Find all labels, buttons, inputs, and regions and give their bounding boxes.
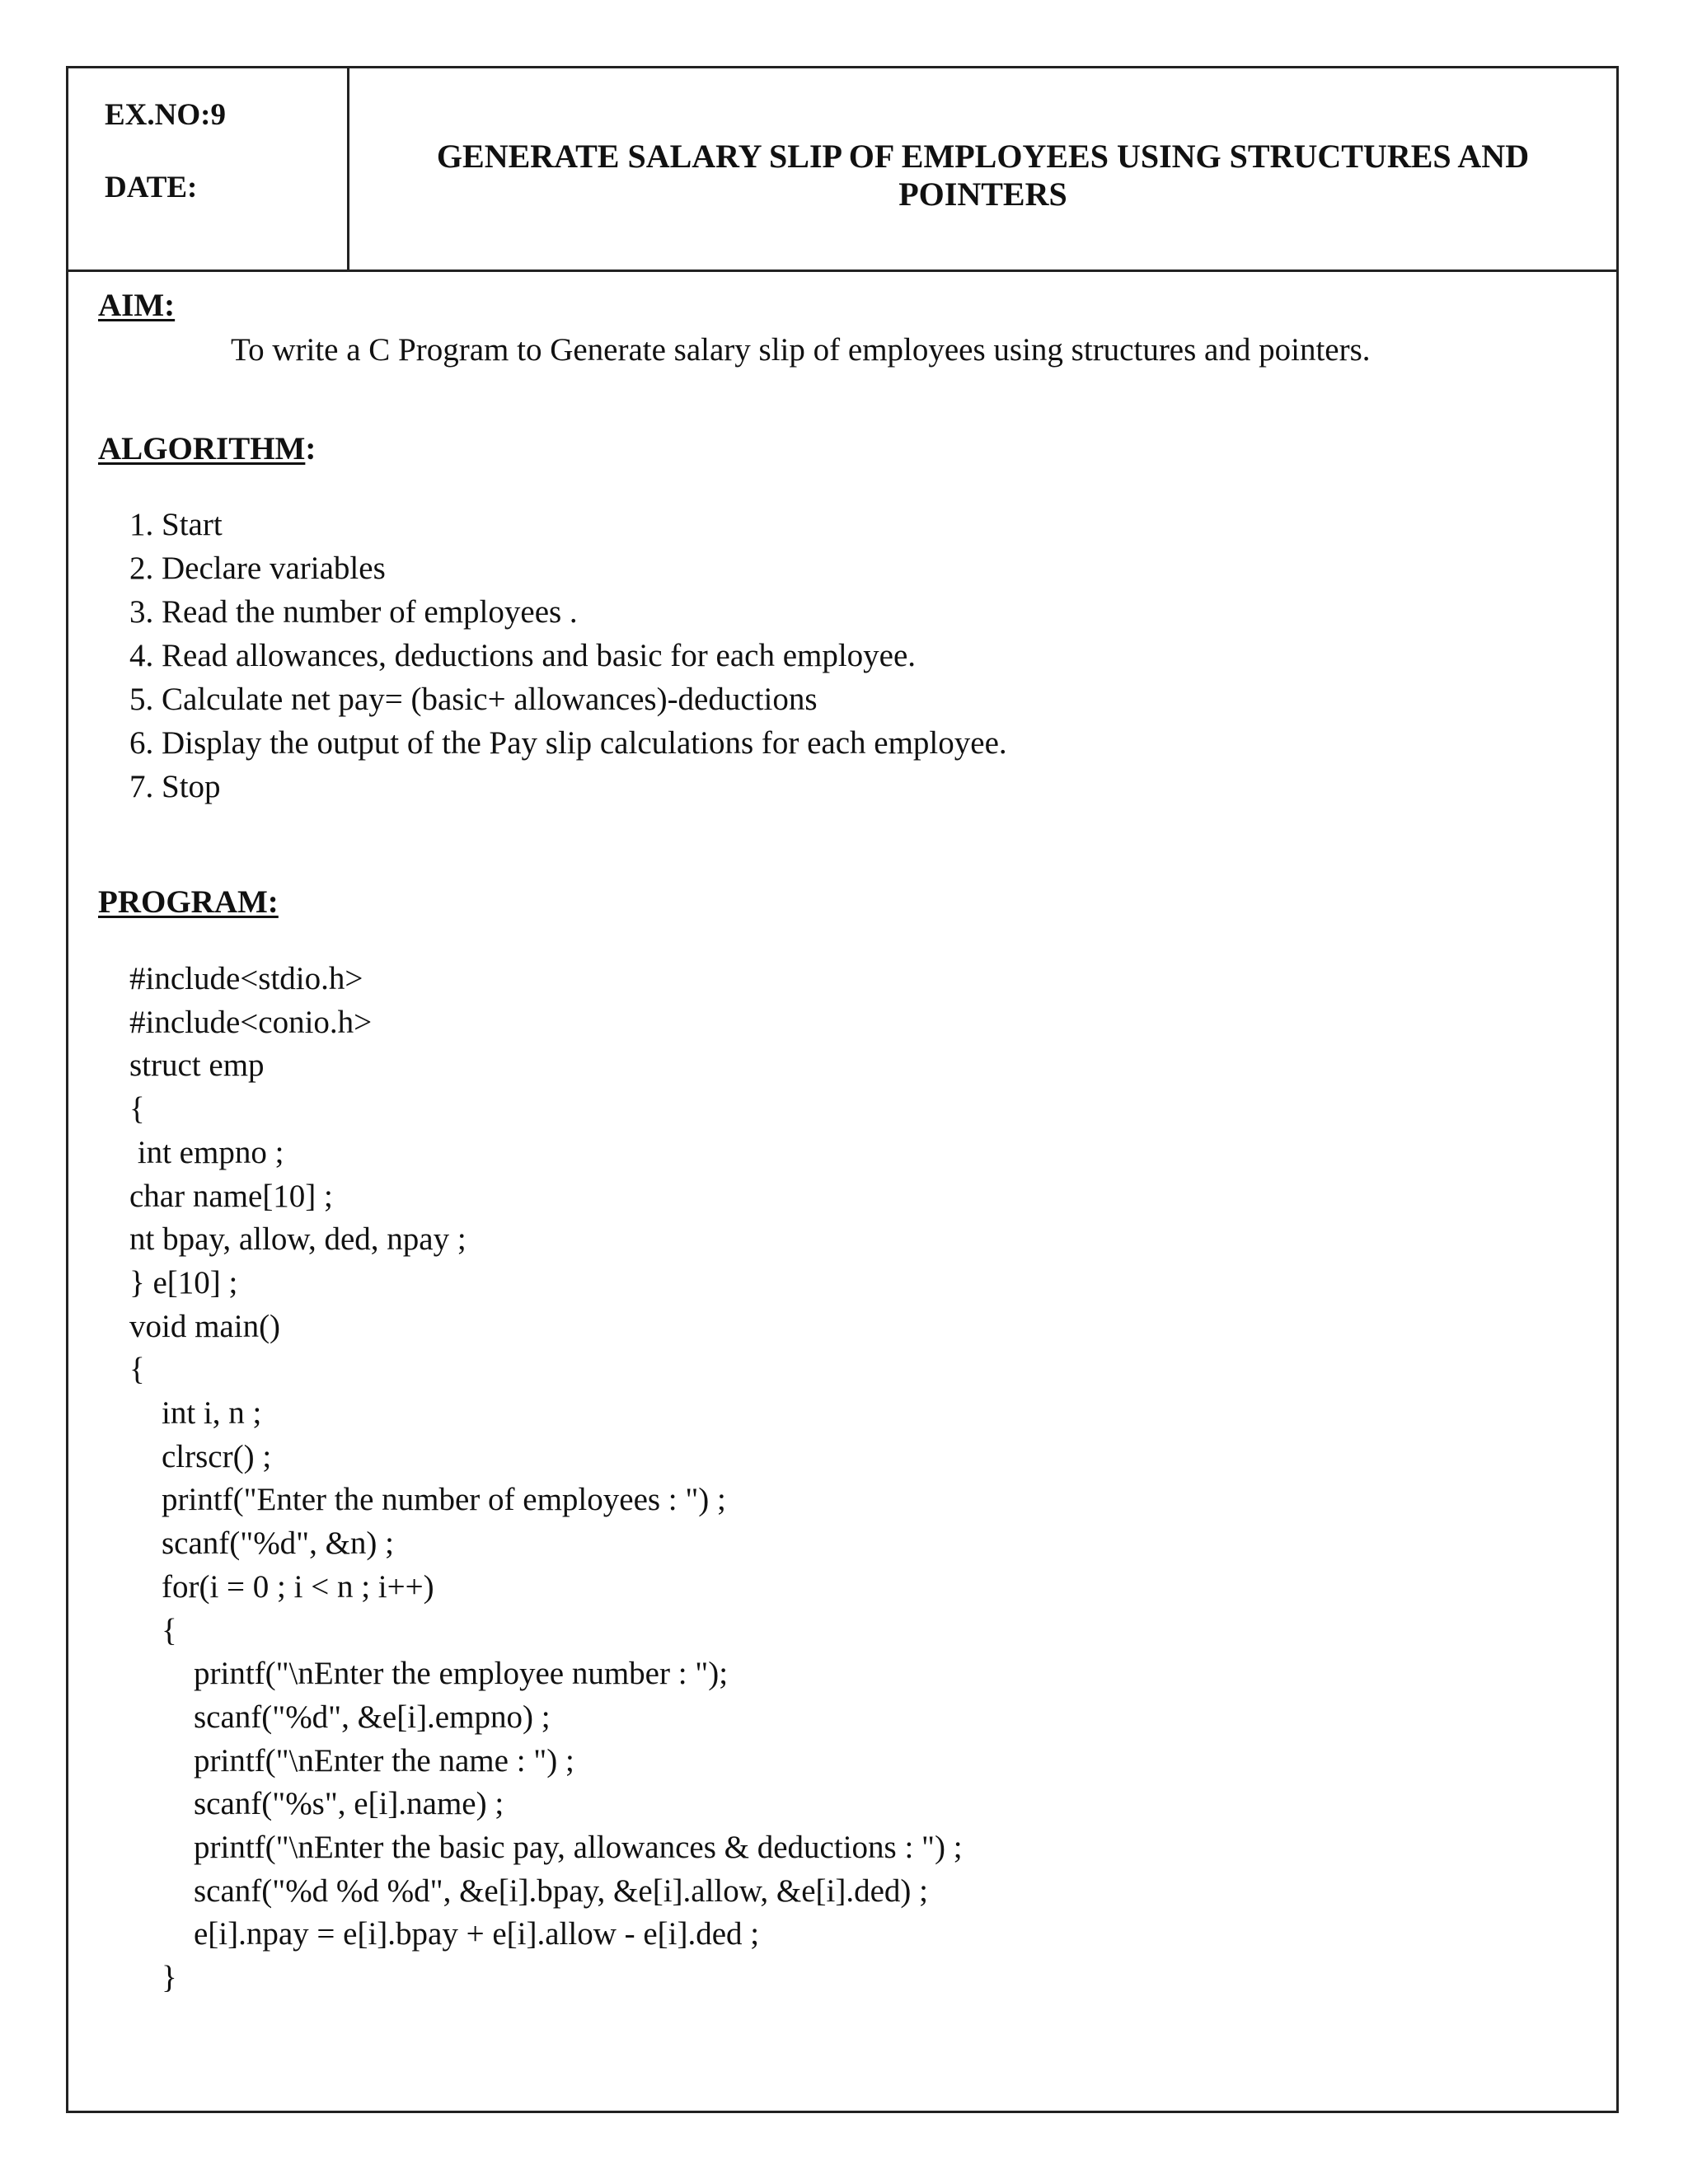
code-line: #include<conio.h> xyxy=(129,1004,373,1040)
code-line: } e[10] ; xyxy=(129,1264,238,1301)
algorithm-step: 2. Declare variables xyxy=(129,551,386,586)
code-line: scanf("%s", e[i].name) ; xyxy=(129,1786,504,1822)
algorithm-step: 7. Stop xyxy=(129,769,221,804)
algorithm-step: 3. Read the number of employees . xyxy=(129,594,578,630)
code-line: printf("\nEnter the basic pay, allowances & deductions : ") ; xyxy=(129,1830,963,1866)
program-heading-text: PROGRAM: xyxy=(98,884,279,920)
aim-heading-text: AIM: xyxy=(98,288,176,323)
program-heading xyxy=(98,886,279,918)
exercise-number: EX.NO:9 xyxy=(105,98,226,132)
algorithm-step: 4. Read allowances, deductions and basic for each employee. xyxy=(129,638,917,673)
code-line: scanf("%d", &n) ; xyxy=(129,1526,395,1562)
code-line: void main() xyxy=(129,1308,281,1344)
algorithm-heading-suffix: : xyxy=(305,431,316,466)
code-line: int i, n ; xyxy=(129,1395,262,1432)
algorithm-step: 6. Display the output of the Pay slip calculations for each employee. xyxy=(129,725,1007,761)
code-line: char name[10] ; xyxy=(129,1178,333,1214)
code-line: { xyxy=(129,1352,145,1388)
code-line: clrscr() ; xyxy=(129,1438,272,1474)
algorithm-steps xyxy=(129,503,1007,808)
algorithm-step: 5. Calculate net pay= (basic+ allowances)-deductions xyxy=(129,682,818,717)
document-title: GENERATE SALARY SLIP OF EMPLOYEES USING STRUCTURES AND POINTERS xyxy=(436,138,1530,213)
code-line: { xyxy=(129,1091,145,1127)
code-line: scanf("%d", &e[i].empno) ; xyxy=(129,1699,551,1735)
code-line: } xyxy=(129,1960,177,1996)
code-line: printf("Enter the number of employees : ") ; xyxy=(129,1482,726,1518)
algorithm-step: 1. Start xyxy=(129,507,223,542)
code-line: nt bpay, allow, ded, npay ; xyxy=(129,1221,467,1258)
code-line: printf("\nEnter the employee number : "); xyxy=(129,1656,729,1692)
algorithm-heading xyxy=(98,433,316,465)
code-line: scanf("%d %d %d", &e[i].bpay, &e[i].allow, &e[i].ded) ; xyxy=(129,1872,928,1909)
date-label: DATE: xyxy=(105,171,198,204)
aim-heading xyxy=(98,289,175,321)
code-line: e[i].npay = e[i].bpay + e[i].allow - e[i].ded ; xyxy=(129,1916,760,1952)
program-code xyxy=(129,958,963,2000)
code-line: struct emp xyxy=(129,1047,265,1084)
header-meta-cell xyxy=(68,68,349,269)
code-line: #include<stdio.h> xyxy=(129,961,363,996)
aim-text: To write a C Program to Generate salary slip of employees using structures and pointers. xyxy=(231,332,1371,368)
code-line: int empno ; xyxy=(129,1134,284,1170)
code-line: { xyxy=(129,1612,177,1648)
code-line: printf("\nEnter the name : ") ; xyxy=(129,1742,574,1779)
code-line: for(i = 0 ; i < n ; i++) xyxy=(129,1568,434,1605)
algorithm-heading-text: ALGORITHM xyxy=(98,431,306,466)
document-header xyxy=(68,68,1616,272)
